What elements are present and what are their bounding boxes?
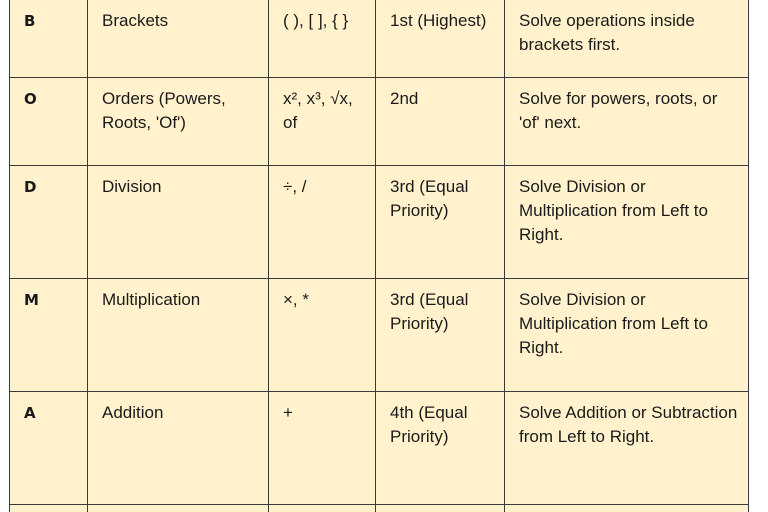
letter-text: D xyxy=(24,178,37,196)
symbols-cell: ( ), [ ], { } xyxy=(269,0,376,78)
priority-cell: 1st (Highest) xyxy=(376,0,505,78)
operation-cell xyxy=(88,505,269,512)
symbols-cell: + xyxy=(269,392,376,505)
letter-cell xyxy=(10,166,88,279)
letter-text: B xyxy=(24,12,36,30)
priority-cell: 2nd xyxy=(376,78,505,166)
symbols-cell: ×, * xyxy=(269,279,376,392)
priority-cell: 3rd (Equal Priority) xyxy=(376,166,505,279)
letter-cell xyxy=(10,78,88,166)
table-row xyxy=(10,166,749,279)
letter-cell xyxy=(10,0,88,78)
description-cell: Solve Addition or Subtraction from Left to Right. xyxy=(505,392,749,505)
operation-cell: Orders (Powers, Roots, 'Of') xyxy=(88,78,269,166)
priority-cell xyxy=(376,505,505,512)
operation-cell: Addition xyxy=(88,392,269,505)
letter-cell xyxy=(10,279,88,392)
letter-text: M xyxy=(24,291,39,309)
operation-cell: Multiplication xyxy=(88,279,269,392)
operation-cell: Brackets xyxy=(88,0,269,78)
description-cell: Solve Division or Multiplication from Left to Right. xyxy=(505,279,749,392)
priority-cell: 4th (Equal Priority) xyxy=(376,392,505,505)
letter-text: A xyxy=(24,404,36,422)
bodmas-table xyxy=(9,0,749,512)
operation-cell: Division xyxy=(88,166,269,279)
table-row xyxy=(10,0,749,78)
description-cell xyxy=(505,505,749,512)
symbols-cell: x², x³, √x, of xyxy=(269,78,376,166)
letter-cell xyxy=(10,505,88,512)
table-row xyxy=(10,279,749,392)
letter-text: O xyxy=(24,90,37,108)
table-row xyxy=(10,392,749,505)
symbols-cell: ÷, / xyxy=(269,166,376,279)
description-cell: Solve operations inside brackets first. xyxy=(505,0,749,78)
table-row-partial xyxy=(10,505,749,512)
priority-cell: 3rd (Equal Priority) xyxy=(376,279,505,392)
table-row xyxy=(10,78,749,166)
description-cell: Solve for powers, roots, or 'of' next. xyxy=(505,78,749,166)
description-cell: Solve Division or Multiplication from Left to Right. xyxy=(505,166,749,279)
letter-cell xyxy=(10,392,88,505)
symbols-cell xyxy=(269,505,376,512)
